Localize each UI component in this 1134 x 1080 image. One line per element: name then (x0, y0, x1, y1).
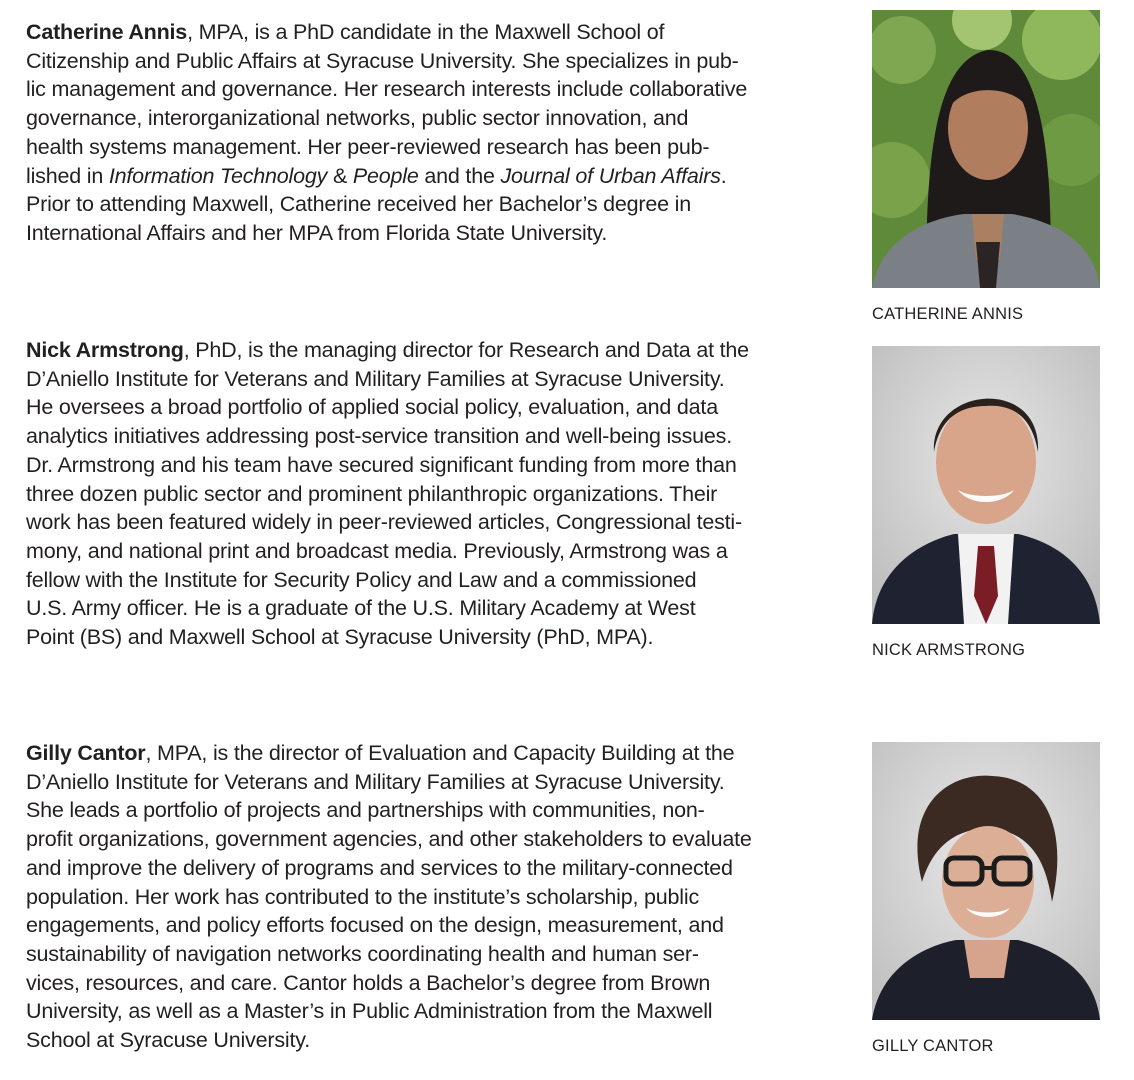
bio-text-line (26, 1026, 796, 1055)
bio-text-line (26, 336, 796, 365)
bio-text: & (327, 163, 353, 188)
bio-text: analytics initiatives addressing post-service transition and well-being issues. (26, 424, 732, 449)
photo-caption-nick-armstrong: NICK ARMSTRONG (872, 641, 1026, 659)
bio-text-line (26, 422, 796, 451)
bio-text-line (26, 940, 796, 969)
bio-text: Point (BS) and Maxwell School at Syracuse University (PhD, MPA). (26, 625, 654, 650)
bio-text: and the (418, 163, 501, 188)
publication-title: Journal of Urban Affairs (500, 163, 721, 188)
bio-text-line (26, 623, 796, 652)
photo-caption-gilly-cantor: GILLY CANTOR (872, 1037, 994, 1055)
publication-title: People (352, 163, 419, 188)
bio-text-line (26, 451, 796, 480)
bio-text-line (26, 104, 796, 133)
bio-text: Dr. Armstrong and his team have secured significant funding from more than (26, 452, 737, 477)
bio-text: , MPA, is a PhD candidate in the Maxwell School of (187, 20, 665, 44)
bio-text-line (26, 883, 796, 912)
bio-text: three dozen public sector and prominent philanthropic organizations. Their (26, 481, 718, 506)
bio-text: vices, resources, and care. Cantor holds a Bachelor’s degree from Brown (26, 970, 711, 995)
bio-text: , MPA, is the director of Evaluation and Capacity Building at the (145, 741, 735, 765)
bio-text-line (26, 162, 796, 191)
portrait-photo-gilly-cantor (872, 742, 1100, 1020)
bio-text: population. Her work has contributed to the institute’s scholarship, public (26, 884, 699, 909)
bio-text: health systems management. Her peer-reviewed research has been pub- (26, 134, 710, 159)
bio-name: Gilly Cantor (26, 741, 146, 765)
bio-text-line (26, 825, 796, 854)
bio-text-line (26, 219, 796, 248)
bio-text-line (26, 911, 796, 940)
bio-name: Nick Armstrong (26, 338, 184, 362)
bio-text-line (26, 393, 796, 422)
bio-text: work has been featured widely in peer-reviewed articles, Congressional testi- (26, 510, 742, 535)
bio-text-line (26, 365, 796, 394)
bio-text-line (26, 480, 796, 509)
bio-text: fellow with the Institute for Security Policy and Law and a commissioned (26, 567, 697, 592)
portrait-photo-catherine-annis (872, 10, 1100, 288)
bio-text-line (26, 739, 796, 768)
bio-text: Citizenship and Public Affairs at Syracuse University. She specializes in pub- (26, 48, 739, 73)
bio-text: sustainability of navigation networks coordinating health and human ser- (26, 941, 699, 966)
bio-text: lic management and governance. Her research interests include collaborative (26, 77, 748, 102)
bio-catherine-annis (26, 18, 796, 248)
bio-text-line (26, 508, 796, 537)
bio-text-line (26, 796, 796, 825)
bio-text: Prior to attending Maxwell, Catherine received her Bachelor’s degree in (26, 192, 692, 217)
bio-text: School at Syracuse University. (26, 1028, 310, 1053)
bio-text: D’Aniello Institute for Veterans and Military Families at Syracuse University. (26, 769, 725, 794)
bio-text: lished in (26, 163, 109, 188)
bio-text-line (26, 47, 796, 76)
bio-text: She leads a portfolio of projects and partnerships with communities, non- (26, 798, 705, 823)
bio-text: University, as well as a Master’s in Public Administration from the Maxwell (26, 999, 713, 1024)
bio-text-line (26, 566, 796, 595)
bio-text: engagements, and policy efforts focused on the design, measurement, and (26, 913, 724, 938)
bio-text-line (26, 133, 796, 162)
bio-text-line (26, 594, 796, 623)
bio-text-line (26, 969, 796, 998)
bio-text: International Affairs and her MPA from Florida State University. (26, 220, 608, 245)
publication-title: Information Technology (108, 163, 328, 188)
bio-text: U.S. Army officer. He is a graduate of the U.S. Military Academy at West (26, 596, 696, 621)
bio-text: governance, interorganizational networks, public sector innovation, and (26, 106, 689, 131)
bio-text: mony, and national print and broadcast media. Previously, Armstrong was a (26, 538, 728, 563)
bio-text: He oversees a broad portfolio of applied social policy, evaluation, and data (26, 395, 718, 420)
bio-name: Catherine Annis (26, 20, 188, 44)
bio-gilly-cantor (26, 739, 796, 1055)
bio-nick-armstrong (26, 336, 796, 652)
photo-caption-catherine-annis: CATHERINE ANNIS (872, 305, 1024, 323)
bio-text: and improve the delivery of programs and services to the military-connected (26, 855, 733, 880)
portrait-photo-nick-armstrong (872, 346, 1100, 624)
bio-text-line (26, 75, 796, 104)
bio-text: D’Aniello Institute for Veterans and Military Families at Syracuse University. (26, 366, 725, 391)
bio-text-line (26, 18, 796, 47)
bio-text-line (26, 854, 796, 883)
bio-text: profit organizations, government agencies, and other stakeholders to evaluate (26, 827, 752, 852)
bio-text: . (720, 163, 727, 188)
bio-text-line (26, 190, 796, 219)
bio-text: , PhD, is the managing director for Research and Data at the (183, 338, 749, 362)
bio-text-line (26, 768, 796, 797)
bio-text-line (26, 537, 796, 566)
bio-text-line (26, 997, 796, 1026)
